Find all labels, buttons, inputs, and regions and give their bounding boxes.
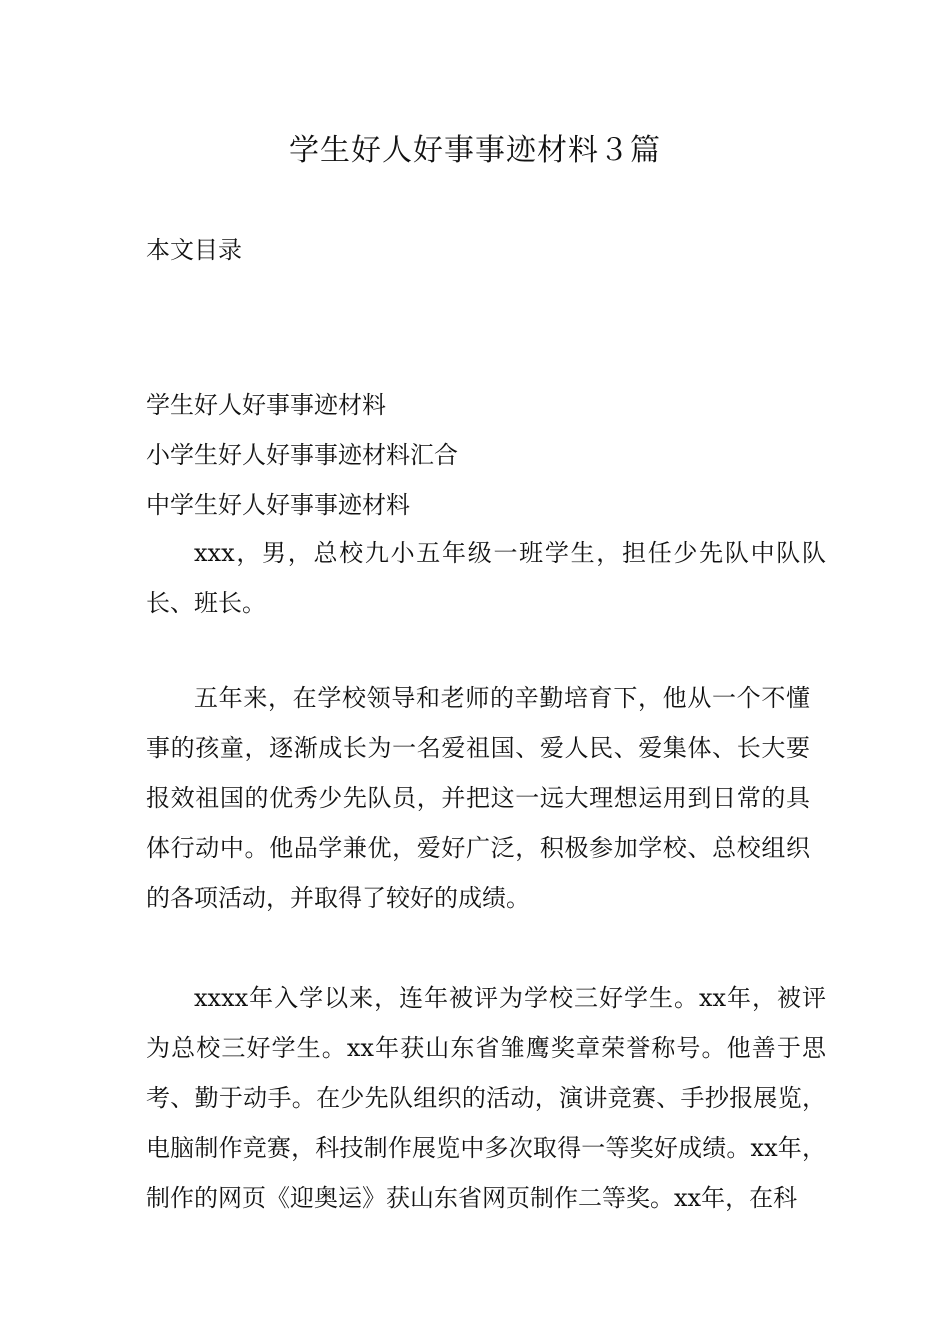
toc-item[interactable]: 小学生好人好事事迹材料汇合	[146, 441, 458, 469]
toc-item[interactable]: 中学生好人好事事迹材料	[146, 491, 410, 519]
table-of-contents	[146, 380, 458, 530]
toc-item[interactable]: 学生好人好事事迹材料	[146, 391, 386, 419]
body-paragraph: 五年来，在学校领导和老师的辛勤培育下，他从一个不懂事的孩童，逐渐成长为一名爱祖国、爱人民、爱集体、长大要报效祖国的优秀少先队员，并把这一远大理想运用到日常的具体行动中。他品学兼优，爱好广泛，积极参加学校、总校组织的各项活动，并取得了较好的成绩。	[146, 684, 810, 912]
toc-heading: 本文目录	[146, 236, 242, 264]
document-title: 学生好人好事事迹材料３篇	[289, 133, 661, 168]
body-paragraph: xxxx年入学以来，连年被评为学校三好学生。xx年，被评为总校三好学生。xx年获山东省雏鹰奖章荣誉称号。他善于思考、勤于动手。在少先队组织的活动，演讲竞赛、手抄报展览，电脑制作竞赛，科技制作展览中多次取得一等奖好成绩。xx年，制作的网页《迎奥运》获山东省网页制作二等奖。xx年，在科	[146, 984, 826, 1212]
body-paragraph: xxx，男，总校九小五年级一班学生，担任少先队中队队长、班长。	[146, 539, 826, 617]
